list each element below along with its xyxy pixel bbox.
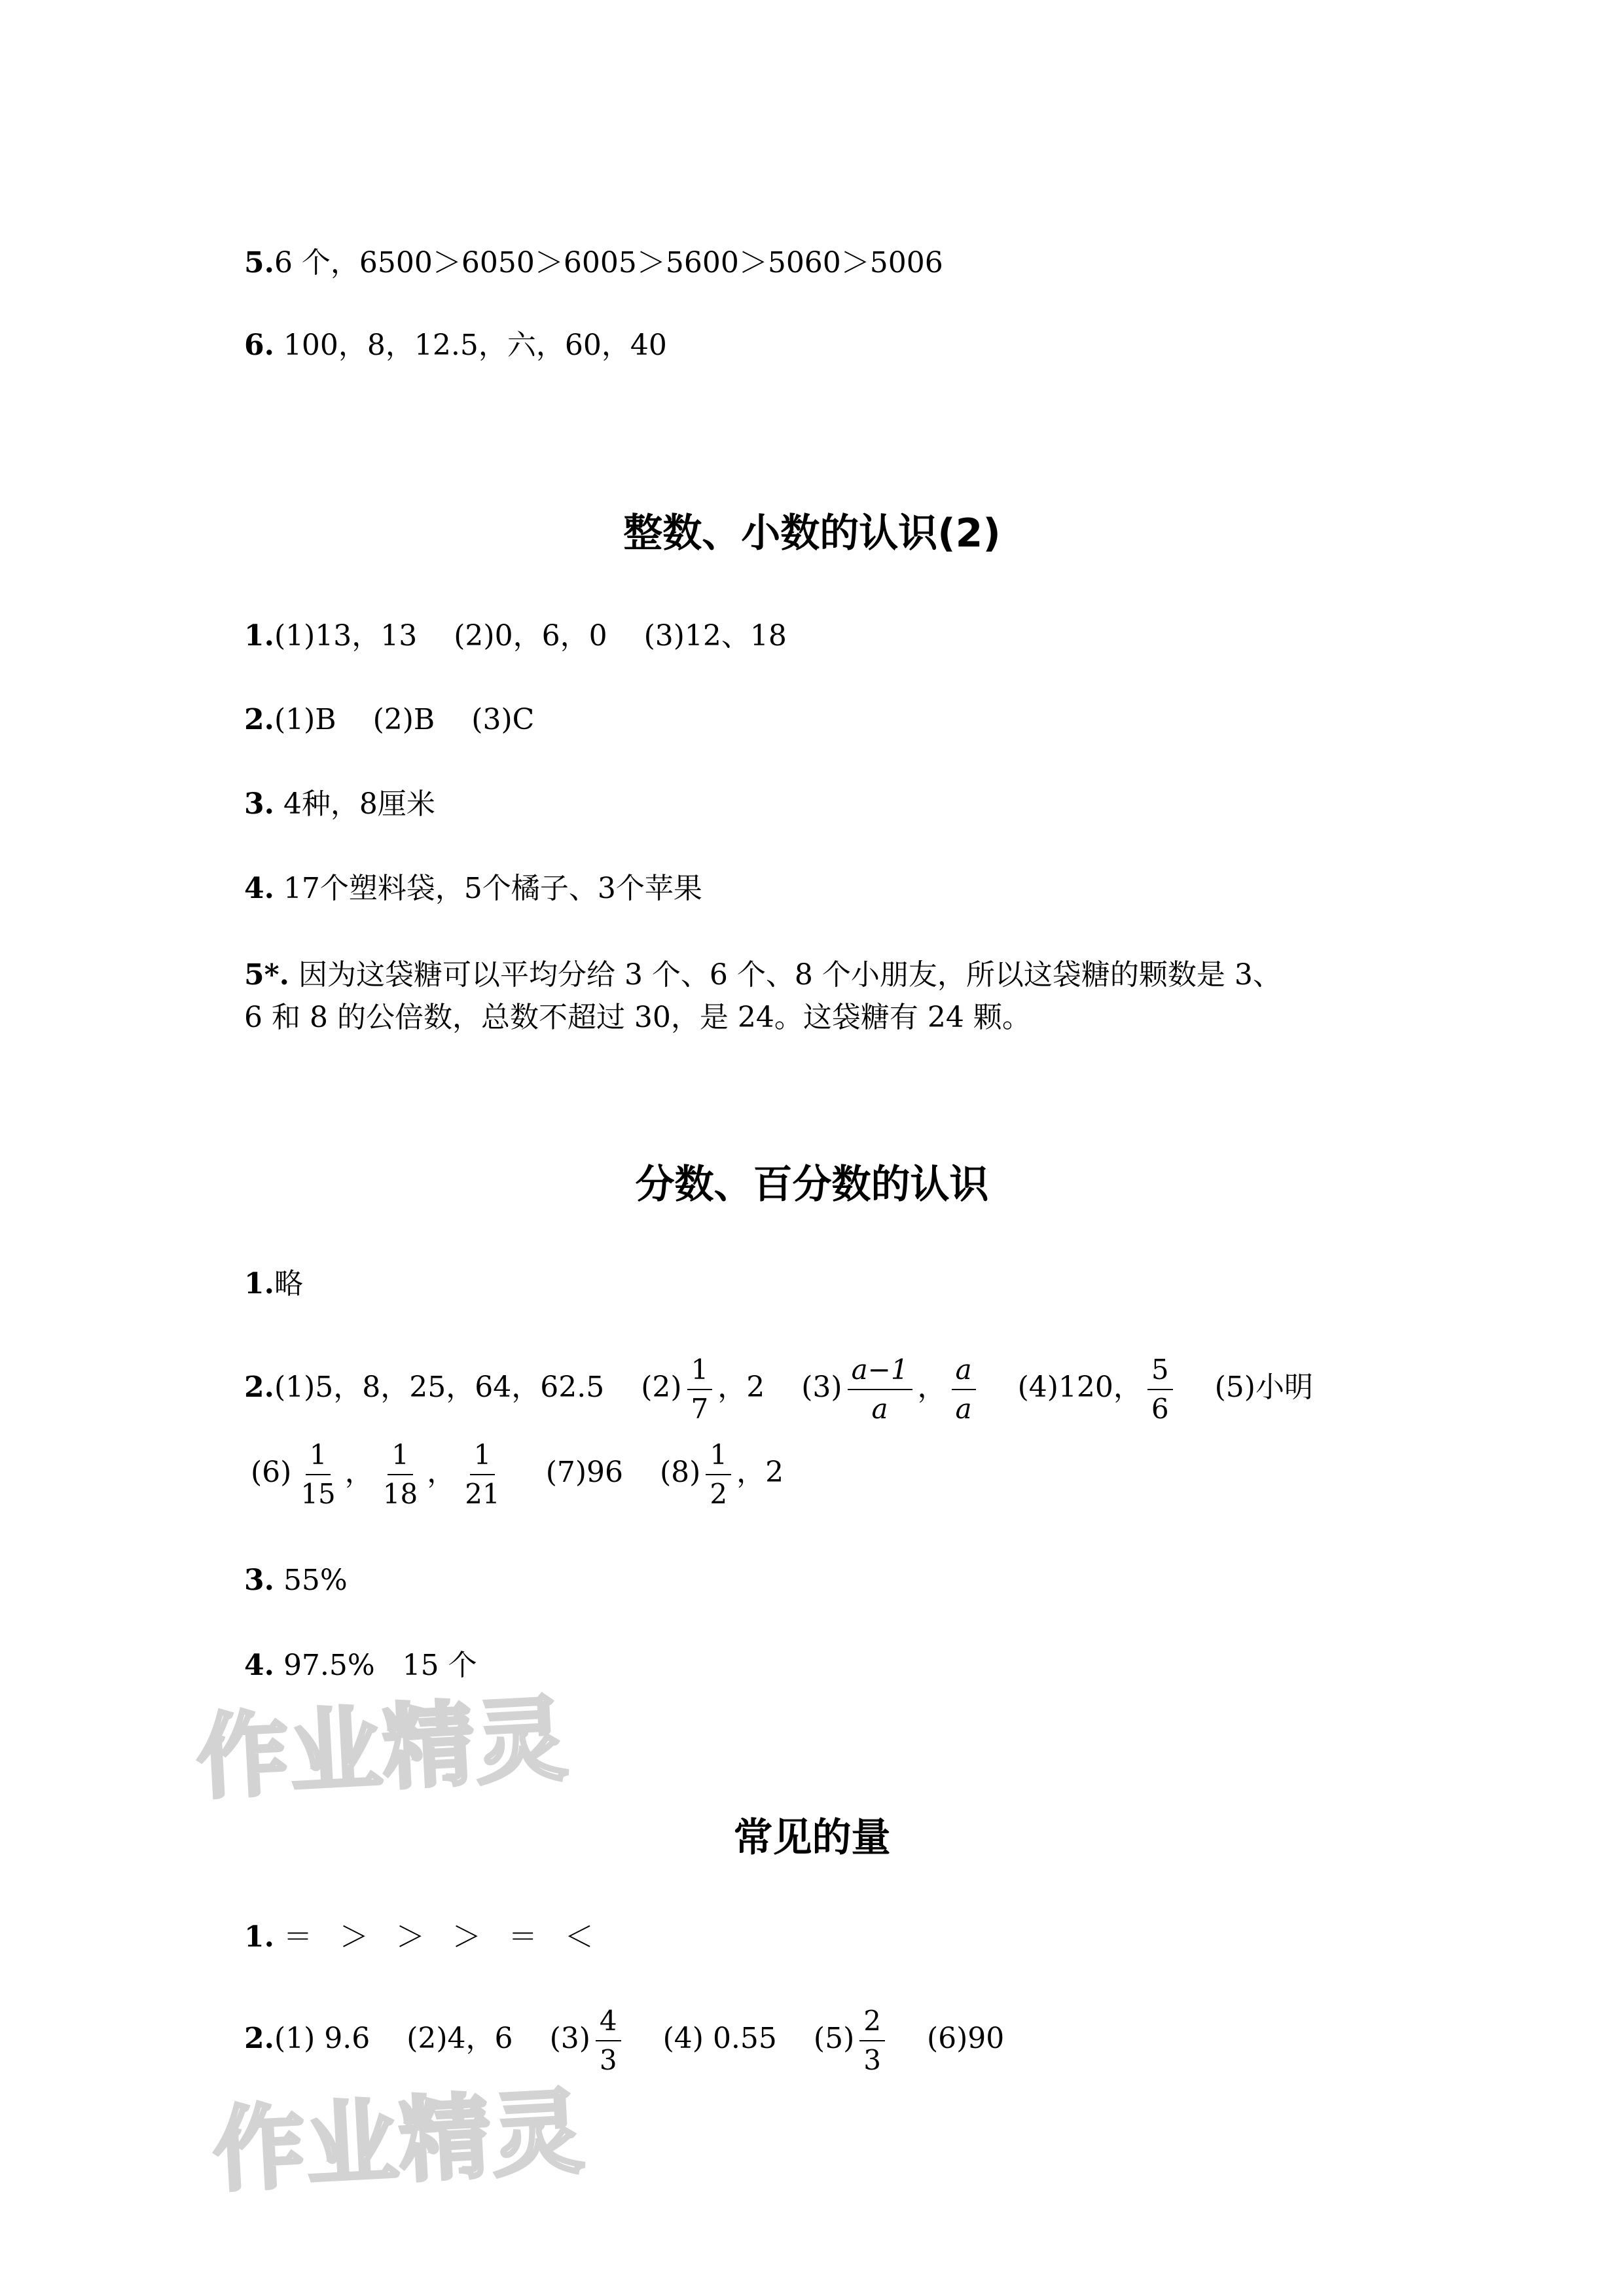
answer-part: (3) [801, 1371, 842, 1404]
denominator: 3 [863, 2043, 881, 2076]
item-text: 因为这袋糖可以平均分给 3 个、6 个、8 个小朋友，所以这袋糖的颗数是 3、 [298, 958, 1282, 992]
answer-part: ，2 [736, 1456, 784, 1489]
item-text: 6 个，6500＞6050＞6005＞5600＞5060＞5006 [274, 246, 943, 279]
numerator: 1 [388, 1440, 413, 1475]
denominator: a [871, 1392, 888, 1425]
item-number: 4. [244, 1649, 274, 1682]
answer-line [244, 869, 702, 908]
item-number: 3. [244, 787, 274, 821]
item-number: 6. [244, 329, 274, 362]
denominator: a [955, 1392, 972, 1425]
fraction [952, 1355, 976, 1424]
answer-part: (5)小明 [1214, 1371, 1313, 1404]
denominator: 18 [382, 1477, 418, 1510]
answer-part: (4)120， [1017, 1371, 1142, 1404]
answer-line [244, 700, 534, 740]
item-number: 5*. [244, 958, 289, 992]
answer-part: (6)90 [926, 2022, 1005, 2055]
denominator: 15 [300, 1477, 336, 1510]
item-text: ＝ ＞ ＞ ＞ ＝ ＜ [283, 1920, 594, 1954]
denominator: 21 [465, 1477, 500, 1510]
item-number: 1. [244, 1267, 274, 1300]
numerator: a−1 [848, 1355, 912, 1390]
section-title: 常见的量 [733, 1815, 891, 1861]
item-number: 1. [244, 619, 274, 653]
numerator: 2 [859, 2006, 885, 2041]
fraction [461, 1440, 503, 1509]
answer-part: (2)B [372, 703, 435, 736]
answer-part: (1)5，8，25，64，62.5 [274, 1371, 605, 1404]
separator: ， [344, 1456, 374, 1489]
item-text: 100，8，12.5，六，60，40 [283, 329, 667, 362]
answer-part: (1)B [274, 703, 336, 736]
separator: ， [917, 1371, 947, 1404]
separator: ， [427, 1456, 456, 1489]
answer-line-continued [244, 998, 1031, 1037]
item-number: 1. [244, 1920, 274, 1954]
answer-line [244, 956, 1282, 995]
answer-line [244, 1561, 348, 1600]
numerator: 1 [706, 1440, 731, 1475]
answer-line [244, 1918, 594, 1957]
item-text: 6 和 8 的公倍数，总数不超过 30，是 24。这袋糖有 24 颗。 [244, 1001, 1031, 1034]
answer-part: (2)0，6，0 [454, 619, 607, 653]
item-number: 2. [244, 703, 274, 736]
item-text: 17个塑料袋，5个橘子、3个苹果 [283, 872, 702, 905]
item-text: 55% [283, 1564, 348, 1597]
watermark-logo: 作业精灵 [194, 1686, 571, 1812]
fraction [297, 1440, 339, 1509]
item-number: 5. [244, 246, 274, 279]
answer-part: (4) 0.55 [662, 2022, 777, 2055]
answer-part: (1) 9.6 [274, 2022, 370, 2055]
denominator: 6 [1151, 1392, 1169, 1425]
fraction [379, 1440, 422, 1509]
answer-part: (2) [641, 1371, 682, 1404]
item-text: 略 [274, 1267, 303, 1300]
answer-part: (3)C [471, 703, 535, 736]
answer-line-continued [251, 1437, 784, 1509]
fraction [687, 1355, 713, 1424]
answer-line [244, 2003, 1004, 2075]
answer-line [244, 326, 667, 365]
answer-part: (7)96 [545, 1456, 624, 1489]
item-text: 4种，8厘米 [283, 787, 435, 821]
numerator: 1 [306, 1440, 331, 1475]
answer-part: (1)13，13 [274, 619, 418, 653]
item-text: 97.5% 15 个 [283, 1649, 477, 1682]
numerator: 5 [1147, 1355, 1173, 1390]
denominator: 7 [691, 1392, 709, 1425]
answer-line [244, 1352, 1313, 1424]
answer-part: (6) [251, 1456, 292, 1489]
fraction [848, 1355, 912, 1424]
numerator: a [952, 1355, 976, 1390]
item-number: 2. [244, 2022, 274, 2055]
fraction [706, 1440, 731, 1509]
watermark-logo: 作业精灵 [210, 2079, 588, 2205]
fraction [596, 2006, 621, 2075]
fraction [1147, 1355, 1173, 1424]
answer-line [244, 243, 943, 283]
answer-part: ，2 [717, 1371, 765, 1404]
answer-line [244, 617, 787, 656]
section-title: 整数、小数的认识(2) [623, 511, 1001, 556]
item-number: 4. [244, 872, 274, 905]
answer-line [244, 1265, 303, 1304]
numerator: 1 [687, 1355, 713, 1390]
item-number: 3. [244, 1564, 274, 1597]
answer-part: (8) [660, 1456, 701, 1489]
denominator: 3 [599, 2043, 617, 2076]
answer-part: (3) [549, 2022, 590, 2055]
answer-line [244, 785, 435, 824]
fraction [859, 2006, 885, 2075]
answer-part: (2)4，6 [406, 2022, 513, 2055]
answer-part: (3)12、18 [643, 619, 787, 653]
numerator: 4 [596, 2006, 621, 2041]
section-title: 分数、百分数的认识 [635, 1162, 989, 1208]
denominator: 2 [710, 1477, 728, 1510]
item-number: 2. [244, 1371, 274, 1404]
answer-part: (5) [813, 2022, 855, 2055]
numerator: 1 [470, 1440, 496, 1475]
